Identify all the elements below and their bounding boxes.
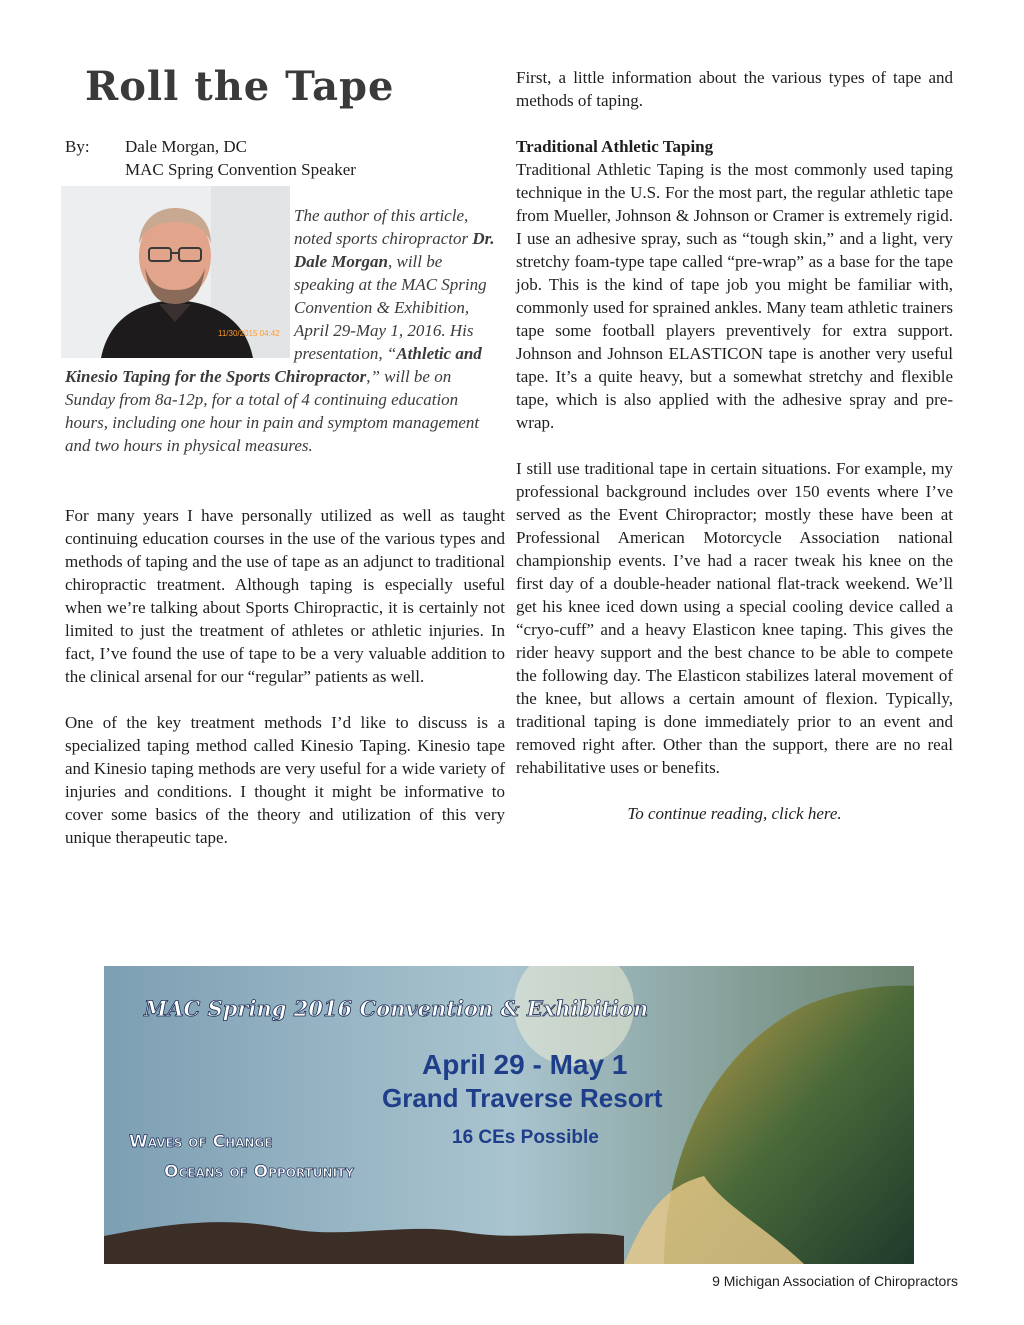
section-heading: Traditional Athletic Taping <box>516 137 714 156</box>
banner-tagline-2: Oceans of Opportunity <box>164 1162 354 1182</box>
continue-reading-link[interactable]: To continue reading, click here. <box>627 804 842 823</box>
author-photo <box>61 186 290 358</box>
author-intro-text: The author of this article, noted sports chiropractor Dr. Dale Morgan, will be speaking at the MAC Spring Convention & Exhibition, April 29-May 1, 2016. His presentation, “Athletic and Kinesio Taping for the Sports Chiropractor,” will be on Sunday from 8a-12p, for a total of 4 continuing education hours, including one hour in pain and symptom management and two hours in physical measures. <box>65 206 495 455</box>
banner-venue: Grand Traverse Resort <box>382 1083 663 1113</box>
author-name: Dale Morgan, DC <box>125 137 247 156</box>
right-column <box>516 66 953 848</box>
body-paragraph: Traditional Athletic Taping is the most commonly used taping technique in the U.S. For the most part, the regular athletic tape from Mueller, Johnson & Johnson or Cramer is extremely rigid. I use an adhesive spray, such as “tough skin,” and a light, very stretchy foam-type tape called “pre-wrap” as a base for the tape job. This is the kind of tape job you might be familiar with, commonly used for sprained ankles. Many team athletic trainers tape some football players preventively for extra support. Johnson and Johnson ELASTICON tape is another very useful tape. It’s a quite heavy, but a somewhat stretchy and flexible tape, which is also applied with the adhesive spray and pre-wrap. <box>516 160 953 432</box>
page-footer: 9 Michigan Association of Chiropractors <box>712 1273 958 1289</box>
banner-dates: April 29 - May 1 <box>422 1049 628 1080</box>
author-role: MAC Spring Convention Speaker <box>125 160 356 179</box>
banner-headline: MAC Spring 2016 Convention & Exhibition <box>144 996 649 1021</box>
left-column <box>65 504 505 872</box>
byline-label: By: <box>65 137 90 156</box>
body-paragraph: First, a little information about the various types of tape and methods of taping. <box>516 68 953 110</box>
body-paragraph: For many years I have personally utilized as well as taught continuing education courses in the use of the various types and methods of taping and the use of tape as an adjunct to traditional chiropractic treatment. Although taping is especially useful when we’re talking about Sports Chiropractic, it is certainly not limited to just the treatment of athletes or athletic injuries. In fact, I’ve found the use of tape to be a very valuable addition to the clinical arsenal for our “regular” patients as well. <box>65 506 505 686</box>
photo-timestamp: 11/30/2015 04:42 <box>218 329 280 338</box>
body-paragraph: One of the key treatment methods I’d like to discuss is a specialized taping method called Kinesio Taping. Kinesio tape and Kinesio taping methods are very useful for a wide variety of injuries and conditions. I thought it might be informative to cover some basics of the theory and utilization of this very unique therapeutic tape. <box>65 713 505 847</box>
body-paragraph: I still use traditional tape in certain situations. For example, my professional background includes over 150 events where I’ve served as the Event Chiropractor; mostly these have been at Professional American Motorcycle Association national championship events. I’ve had a racer tweak his knee on the first day of a double-header national flat-track weekend. We’ll get his knee iced down using a special cooling device called a “cryo-cuff” and a heavy Elasticon knee taping. This gives the rider heavy support and the best chance to be able to compete the following day. The Elasticon stabilizes lateral movement of the knee, but allows a certain amount of flexion. Typically, traditional taping is done immediately prior to an event and removed right after. Other than the support, there are no real rehabilitative uses or benefits. <box>516 459 953 777</box>
banner-tagline-1: Waves of Change <box>129 1132 273 1152</box>
convention-banner[interactable] <box>104 966 914 1264</box>
banner-ces: 16 CEs Possible <box>452 1127 599 1148</box>
article-title: Roll the Tape <box>85 63 395 110</box>
